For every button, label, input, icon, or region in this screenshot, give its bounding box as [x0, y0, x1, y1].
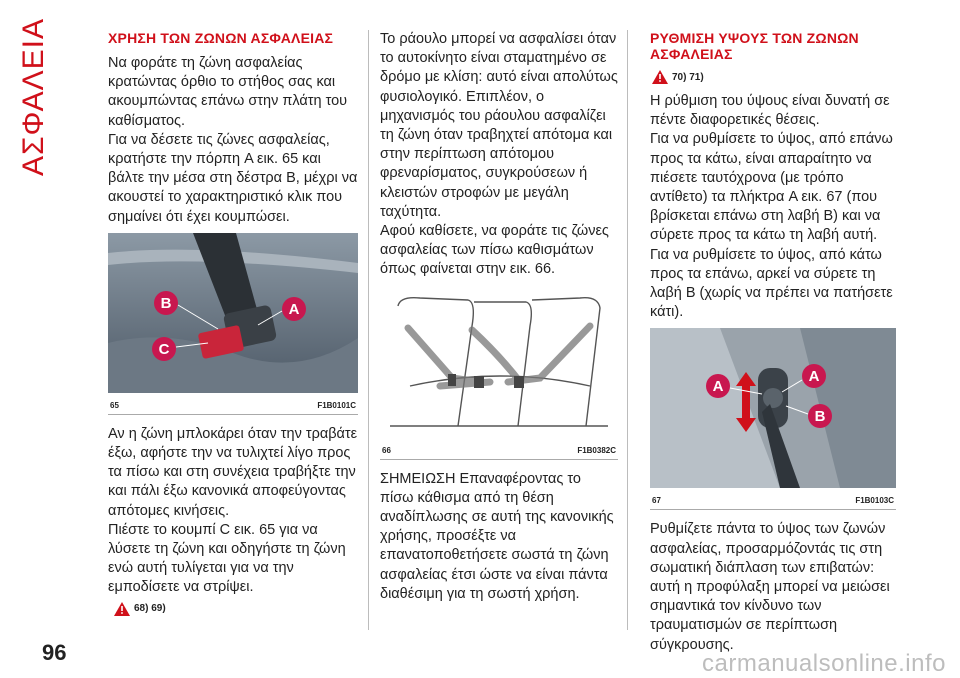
figure-code: F1B0103C [855, 496, 894, 506]
column-3 [650, 30, 896, 655]
paragraph: Αν η ζώνη μπλοκάρει όταν την τραβάτε έξω, αφήστε την να τυλιχτεί λίγο προς τα πίσω και στη συνέχεια τραβήξτε την και πάλι έξω κανονικά αποφεύγοντας απότομες κινήσεις. [108, 425, 358, 519]
column-1 [108, 30, 358, 624]
paragraph: Η ρύθμιση του ύψους είναι δυνατή σε πέντε διαφορετικές θέσεις. [650, 93, 890, 129]
warning-reference: 70) 71) [652, 70, 896, 84]
paragraph: Για να ρυθμίσετε το ύψος, από κάτω προς τα επάνω, αρκεί να σύρετε τη λαβή B (χωρίς να πρέπει να πατήσετε κάτι). [650, 246, 893, 321]
paragraph: Πιέστε το κουμπί C εικ. 65 για να λύσετε τη ζώνη και οδηγήστε τη ζώνη ενώ αυτή τυλίγεται για να την εμποδίσετε να στρίψει. [108, 521, 346, 596]
paragraph: Για να δέσετε τις ζώνες ασφαλείας, κρατήστε την πόρπη A εικ. 65 και βάλτε την μέσα στη δέστρα B, μέχρι να ακουστεί το χαρακτηριστικό κλικ που σημαίνει ότι έχει κουμπώσει. [108, 131, 358, 225]
figure-65 [108, 233, 358, 415]
paragraph: Για να ρυθμίσετε το ύψος, από επάνω προς τα κάτω, είναι απαραίτητο να πιέσετε ταυτόχρονα (με τρόπο αντίθετο) τα πλήκτρα A εικ. 67 (που βρίσκεται επάνω στη λαβή B) και να σύρετε προς τα κάτω τη λαβή αυτή. [650, 131, 893, 244]
belt-height-adjuster-illustration [650, 328, 896, 488]
figure-number: 67 [652, 496, 661, 506]
figure-label: C [158, 340, 170, 358]
warning-reference: 68) 69) [114, 602, 358, 616]
warning-triangle-icon [652, 70, 668, 84]
paragraph: Να φοράτε τη ζώνη ασφαλείας κρατώντας όρθιο το στήθος σας και ακουμπώντας επάνω στην πλάτη του καθίσματος. [108, 55, 348, 129]
paragraph: ΣΗΜΕΙΩΣΗ Επαναφέροντας το πίσω κάθισμα από τη θέση αναδίπλωσης σε αυτή της κανονικής χρήσης, προσέξτε να επανατοποθετήσετε σωστά τη ζώνη ασφαλείας έτσι ώστε να είναι πάντα διαθέσιμη για τη σωστή χρήση. [380, 470, 614, 602]
figure-66 [380, 286, 618, 460]
rear-seat-belts-illustration [380, 286, 618, 438]
paragraph: Ρυθμίζετε πάντα το ύψος των ζωνών ασφαλείας, προσαρμόζοντάς τις στη σωματική διάπλαση των επιβατών: αυτή η προφύλαξη μπορεί να μειώσει σημαντικά τον κίνδυνο των τραυματισμών σε περίπτωση σύγκρουσης. [650, 521, 890, 653]
paragraph: Αφού καθίσετε, να φοράτε τις ζώνες ασφαλείας των πίσω καθισμάτων όπως φαίνεται στην εικ. 66. [380, 223, 609, 278]
figure-code: F1B0101C [317, 400, 356, 410]
figure-label: A [808, 368, 820, 386]
warning-triangle-icon [114, 602, 130, 616]
figure-label: B [814, 408, 826, 426]
figure-label: A [288, 300, 300, 318]
paragraph: Το ράουλο μπορεί να ασφαλίσει όταν το αυτοκίνητο είναι σταματημένο σε δρόμο με κλίση: αυτό είναι απολύτως φυσιολογικό. Επιπλέον, ο μηχανισμός του ράουλου ασφαλίζει τη ζώνη όταν τραβηχτεί απότομα και στην περίπτωση απότομου φρεναρίσματος, συγκρούσεων ή κλειστών στροφών με μεγάλη ταχύτητα. [380, 31, 618, 220]
seatbelt-buckle-illustration [108, 233, 358, 393]
section-heading: ΧΡΗΣΗ ΤΩΝ ΖΩΝΩΝ ΑΣΦΑΛΕΙΑΣ [108, 30, 334, 46]
column-divider [627, 30, 628, 630]
figure-label: A [712, 378, 724, 396]
figure-number: 65 [110, 400, 119, 410]
figure-number: 66 [382, 445, 391, 455]
page-number: 96 [42, 640, 67, 665]
figure-code: F1B0382C [577, 445, 616, 455]
column-divider [368, 30, 369, 630]
column-2 [380, 30, 618, 604]
figure-67 [650, 328, 896, 510]
figure-label: B [160, 294, 172, 312]
watermark: carmanualsonline.info [702, 650, 946, 677]
section-side-title: ΑΣΦΑΛΕΙΑ [17, 17, 50, 177]
section-heading: ΡΥΘΜΙΣΗ ΥΨΟΥΣ ΤΩΝ ΖΩΝΩΝ ΑΣΦΑΛΕΙΑΣ [650, 30, 859, 62]
